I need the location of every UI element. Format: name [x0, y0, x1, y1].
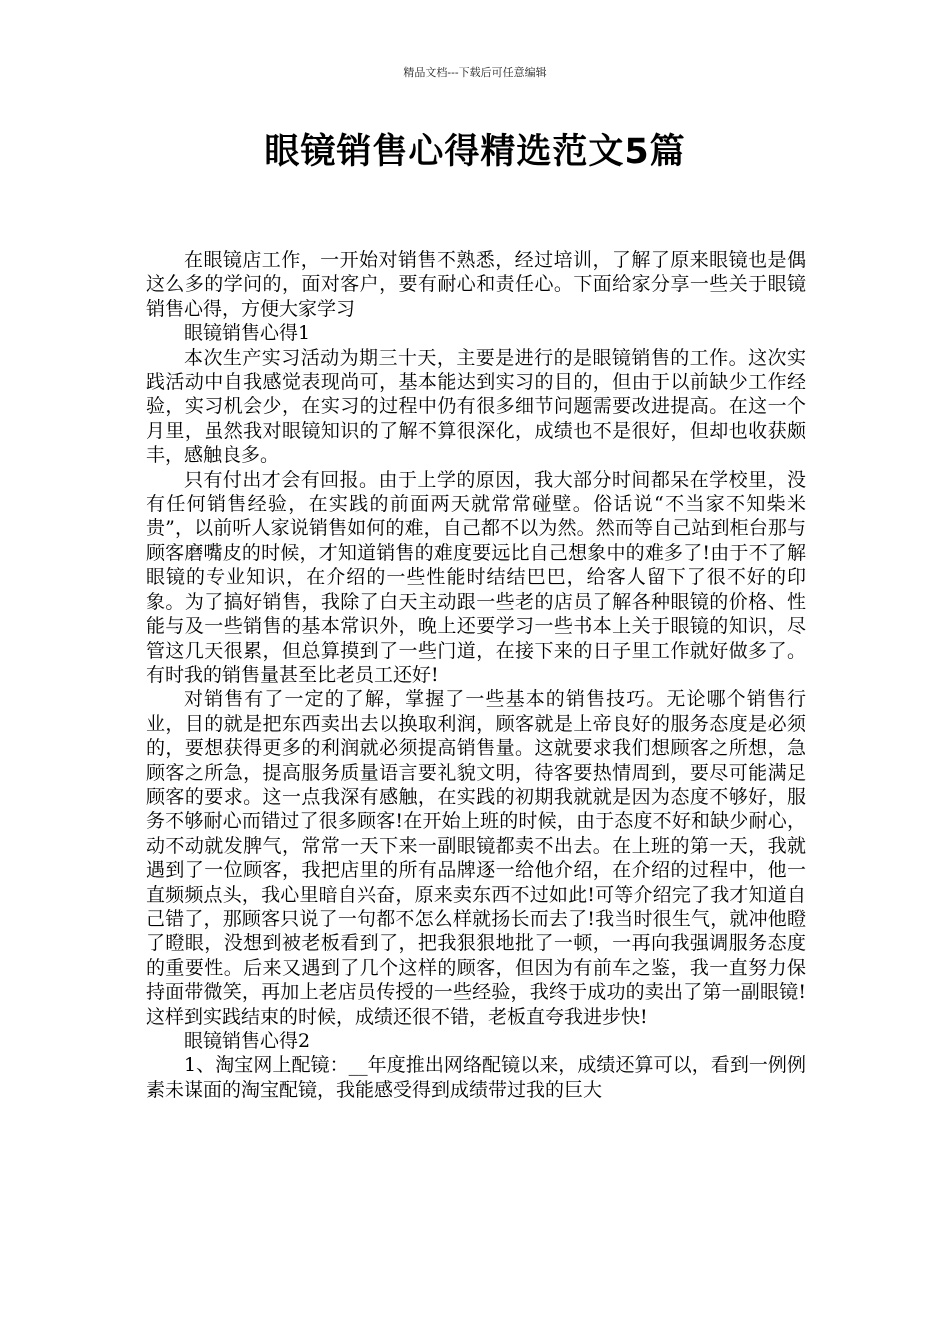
section-heading-1: 眼镜销售心得1	[184, 322, 311, 345]
body-paragraph: 对销售有了一定的了解，掌握了一些基本的销售技巧。无论哪个销售行业，目的就是把东西卖出去以换取利润，顾客就是上帝良好的服务态度是必须的，要想获得更多的利润就必须提高销售量。这就要求我们想顾客之所想，急顾客之所急，提高服务质量语言要礼貌文明，待客要热情周到，要尽可能满足顾客的要求。这一点我深有感触，在实践的初期我就就是因为态度不够好，服务不够耐心而错过了很多顾客!在开始上班的时候，由于态度不好和缺少耐心，动不动就发脾气，常常一天下来一副眼镜都卖不出去。在上班的第一天，我就遇到了一位顾客，我把店里的所有品牌逐一给他介绍，在介绍的过程中，他一直频频点头，我心里暗自兴奋，原来卖东西不过如此!可等介绍完了我才知道自己错了，那顾客只说了一句都不怎么样就扬长而去了!我当时很生气，就冲他瞪了瞪眼，没想到被老板看到了，把我狠狠地批了一顿，一再向我强调服务态度的重要性。后来又遇到了几个这样的顾客，但因为有前车之鉴，我一直努力保持面带微笑，再加上老店员传授的一些经验，我终于成功的卖出了第一副眼镜!这样到实践结束的时候，成绩还很不错，老板直夸我进步快!	[146, 688, 806, 1028]
document-body	[146, 248, 806, 1102]
body-paragraph: 1、淘宝网上配镜：__年度推出网络配镜以来，成绩还算可以，看到一例例素未谋面的淘宝配镜，我能感受得到成绩带过我的巨大	[146, 1054, 806, 1101]
body-paragraph: 本次生产实习活动为期三十天，主要是进行的是眼镜销售的工作。这次实践活动中自我感觉表现尚可，基本能达到实习的目的，但由于以前缺少工作经验，实习机会少，在实习的过程中仍有很多细节问题需要改进提高。在这一个月里，虽然我对眼镜知识的了解不算很深化，成绩也不是很好，但却也收获颇丰，感触良多。	[146, 346, 806, 467]
section-heading-2: 眼镜销售心得2	[184, 1030, 311, 1052]
body-paragraph: 只有付出才会有回报。由于上学的原因，我大部分时间都呆在学校里，没有任何销售经验，在实践的前面两天就常常碰壁。俗话说“不当家不知柴米贵”，以前听人家说销售如何的难，自己都不以为然。然而等自己站到柜台那与顾客磨嘴皮的时候，才知道销售的难度要远比自己想象中的难多了!由于不了解眼镜的专业知识，在介绍的一些性能时结结巴巴，给客人留下了很不好的印象。为了搞好销售，我除了白天主动跟一些老的店员了解各种眼镜的价格、性能与及一些销售的基本常识外，晚上还要学习一些书本上关于眼镜的知识，尽管这几天很累，但总算摸到了一些门道，在接下来的日子里工作就好做多了。有时我的销售量甚至比老员工还好!	[146, 468, 806, 686]
document-title: 眼镜销售心得精选范文5篇	[264, 132, 686, 172]
page-header-note: 精品文档---下载后可任意编辑	[403, 66, 547, 79]
intro-paragraph: 在眼镜店工作，一开始对销售不熟悉，经过培训，了解了原来眼镜也是偶这么多的学问的，面对客户，要有耐心和责任心。下面给家分享一些关于眼镜销售心得，方便大家学习	[146, 249, 806, 320]
